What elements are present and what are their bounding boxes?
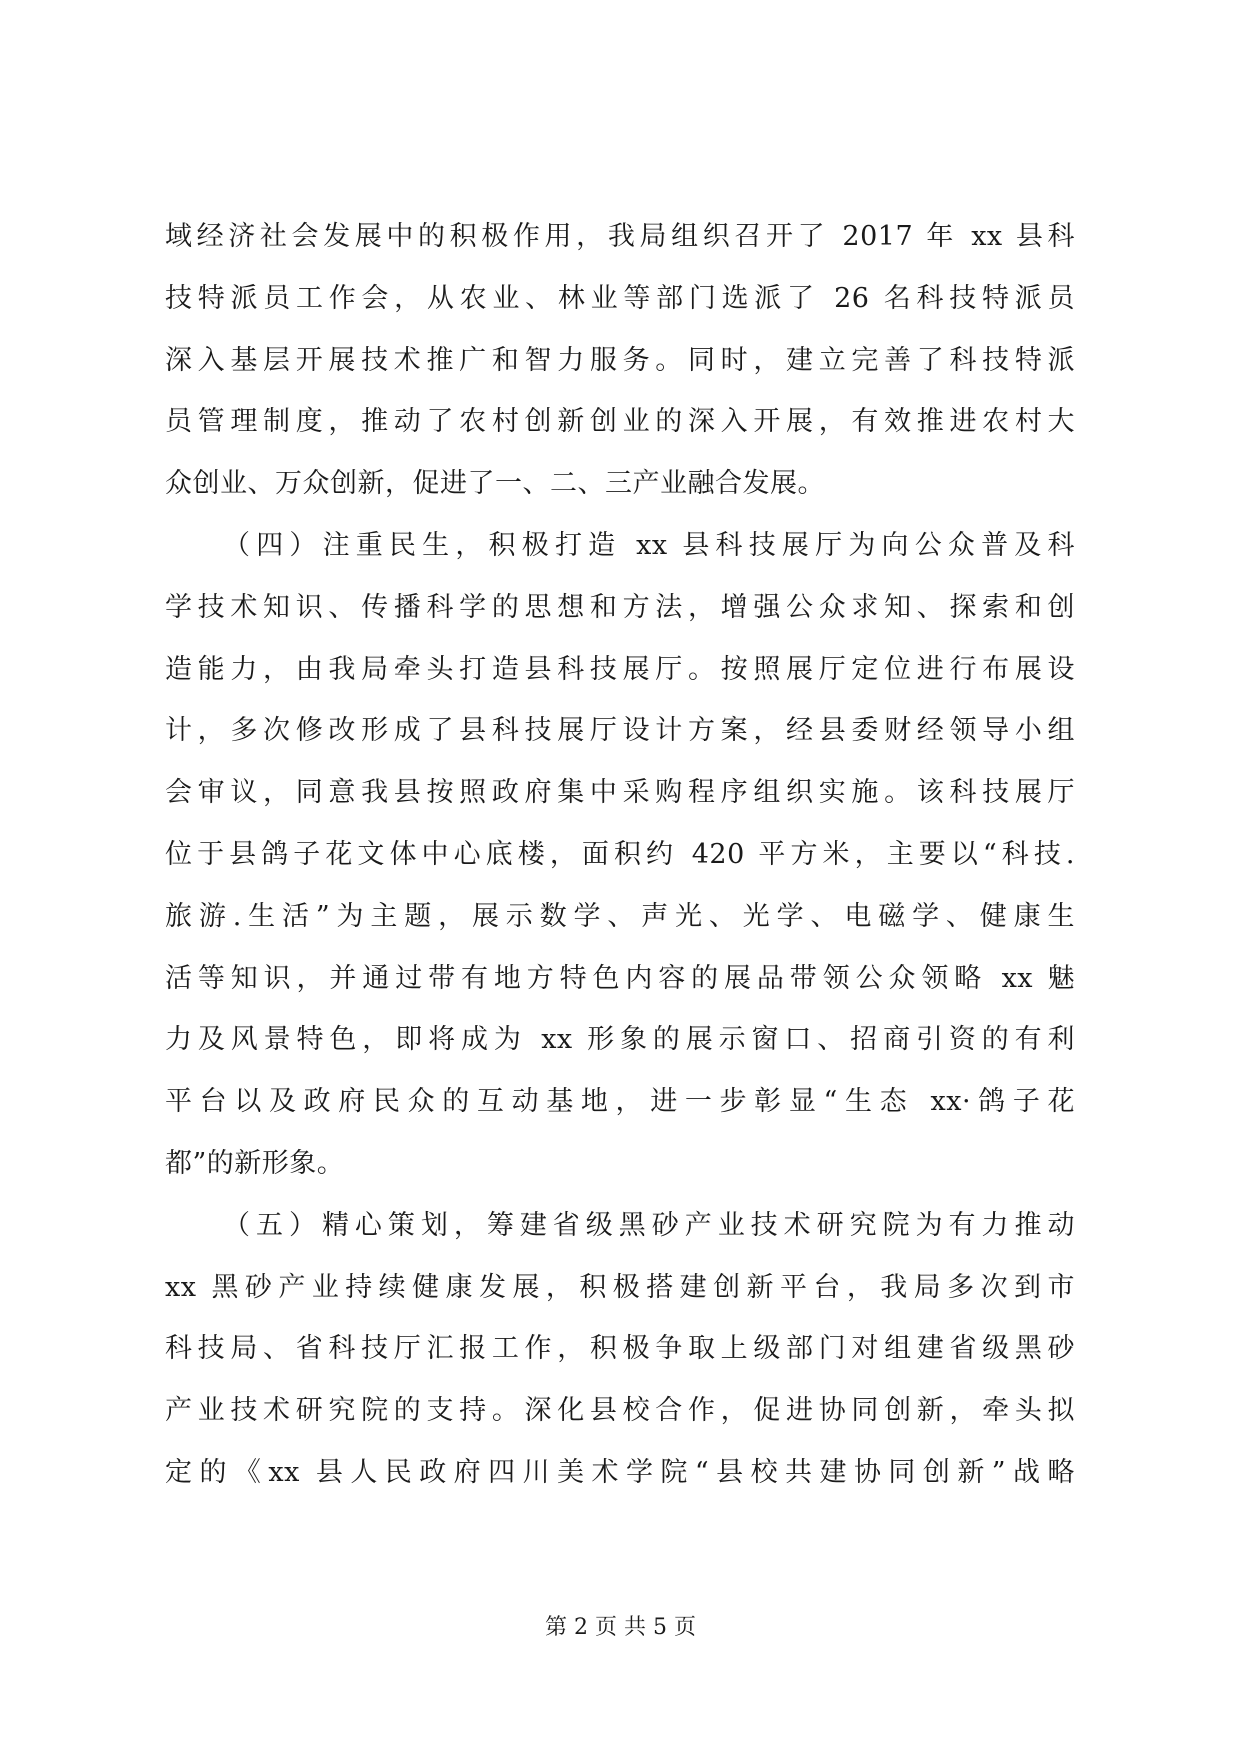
body-text [165, 206, 1075, 1504]
text-line: 深入基层开展技术推广和智力服务。同时，建立完善了科技特派 [165, 344, 1075, 376]
text-line: 位于县鸽子花文体中心底楼，面积约 420 平方米，主要以“科技. [165, 838, 1075, 870]
text-line: xx 黑砂产业持续健康发展，积极搭建创新平台，我局多次到市 [165, 1271, 1075, 1303]
text-line: 都”的新形象。 [165, 1147, 345, 1179]
text-line: 产业技术研究院的支持。深化县校合作，促进协同创新，牵头拟 [165, 1395, 1075, 1427]
text-line: 定的《xx 县人民政府四川美术学院“县校共建协同创新”战略 [165, 1456, 1075, 1488]
text-line: 会审议，同意我县按照政府集中采购程序组织实施。该科技展厅 [165, 777, 1075, 809]
text-line: 学技术知识、传播科学的思想和方法，增强公众求知、探索和创 [165, 591, 1075, 623]
text-line: 力及风景特色，即将成为 xx 形象的展示窗口、招商引资的有利 [165, 1024, 1075, 1056]
text-line: 平台以及政府民众的互动基地，进一步彰显“生态 xx·鸽子花 [165, 1086, 1075, 1118]
text-line: 活等知识，并通过带有地方特色内容的展品带领公众领略 xx 魅 [165, 962, 1075, 994]
text-line: 旅游.生活”为主题，展示数学、声光、光学、电磁学、健康生 [165, 900, 1075, 932]
section-heading-line: （五）精心策划，筹建省级黑砂产业技术研究院为有力推动 [223, 1209, 1075, 1241]
text-line: 技特派员工作会，从农业、林业等部门选派了 26 名科技特派员 [165, 282, 1075, 314]
text-line: 科技局、省科技厅汇报工作，积极争取上级部门对组建省级黑砂 [165, 1333, 1075, 1365]
text-line: 员管理制度，推动了农村创新创业的深入开展，有效推进农村大 [165, 406, 1075, 438]
page-number-footer: 第 2 页 共 5 页 [545, 1615, 696, 1640]
text-line: 众创业、万众创新，促进了一、二、三产业融合发展。 [165, 468, 825, 500]
text-line: 域经济社会发展中的积极作用，我局组织召开了 2017 年 xx 县科 [165, 221, 1075, 252]
text-line: 计，多次修改形成了县科技展厅设计方案，经县委财经领导小组 [165, 715, 1075, 747]
section-heading-line: （四）注重民生，积极打造 xx 县科技展厅为向公众普及科 [223, 529, 1075, 561]
text-line: 造能力，由我局牵头打造县科技展厅。按照展厅定位进行布展设 [165, 653, 1075, 685]
